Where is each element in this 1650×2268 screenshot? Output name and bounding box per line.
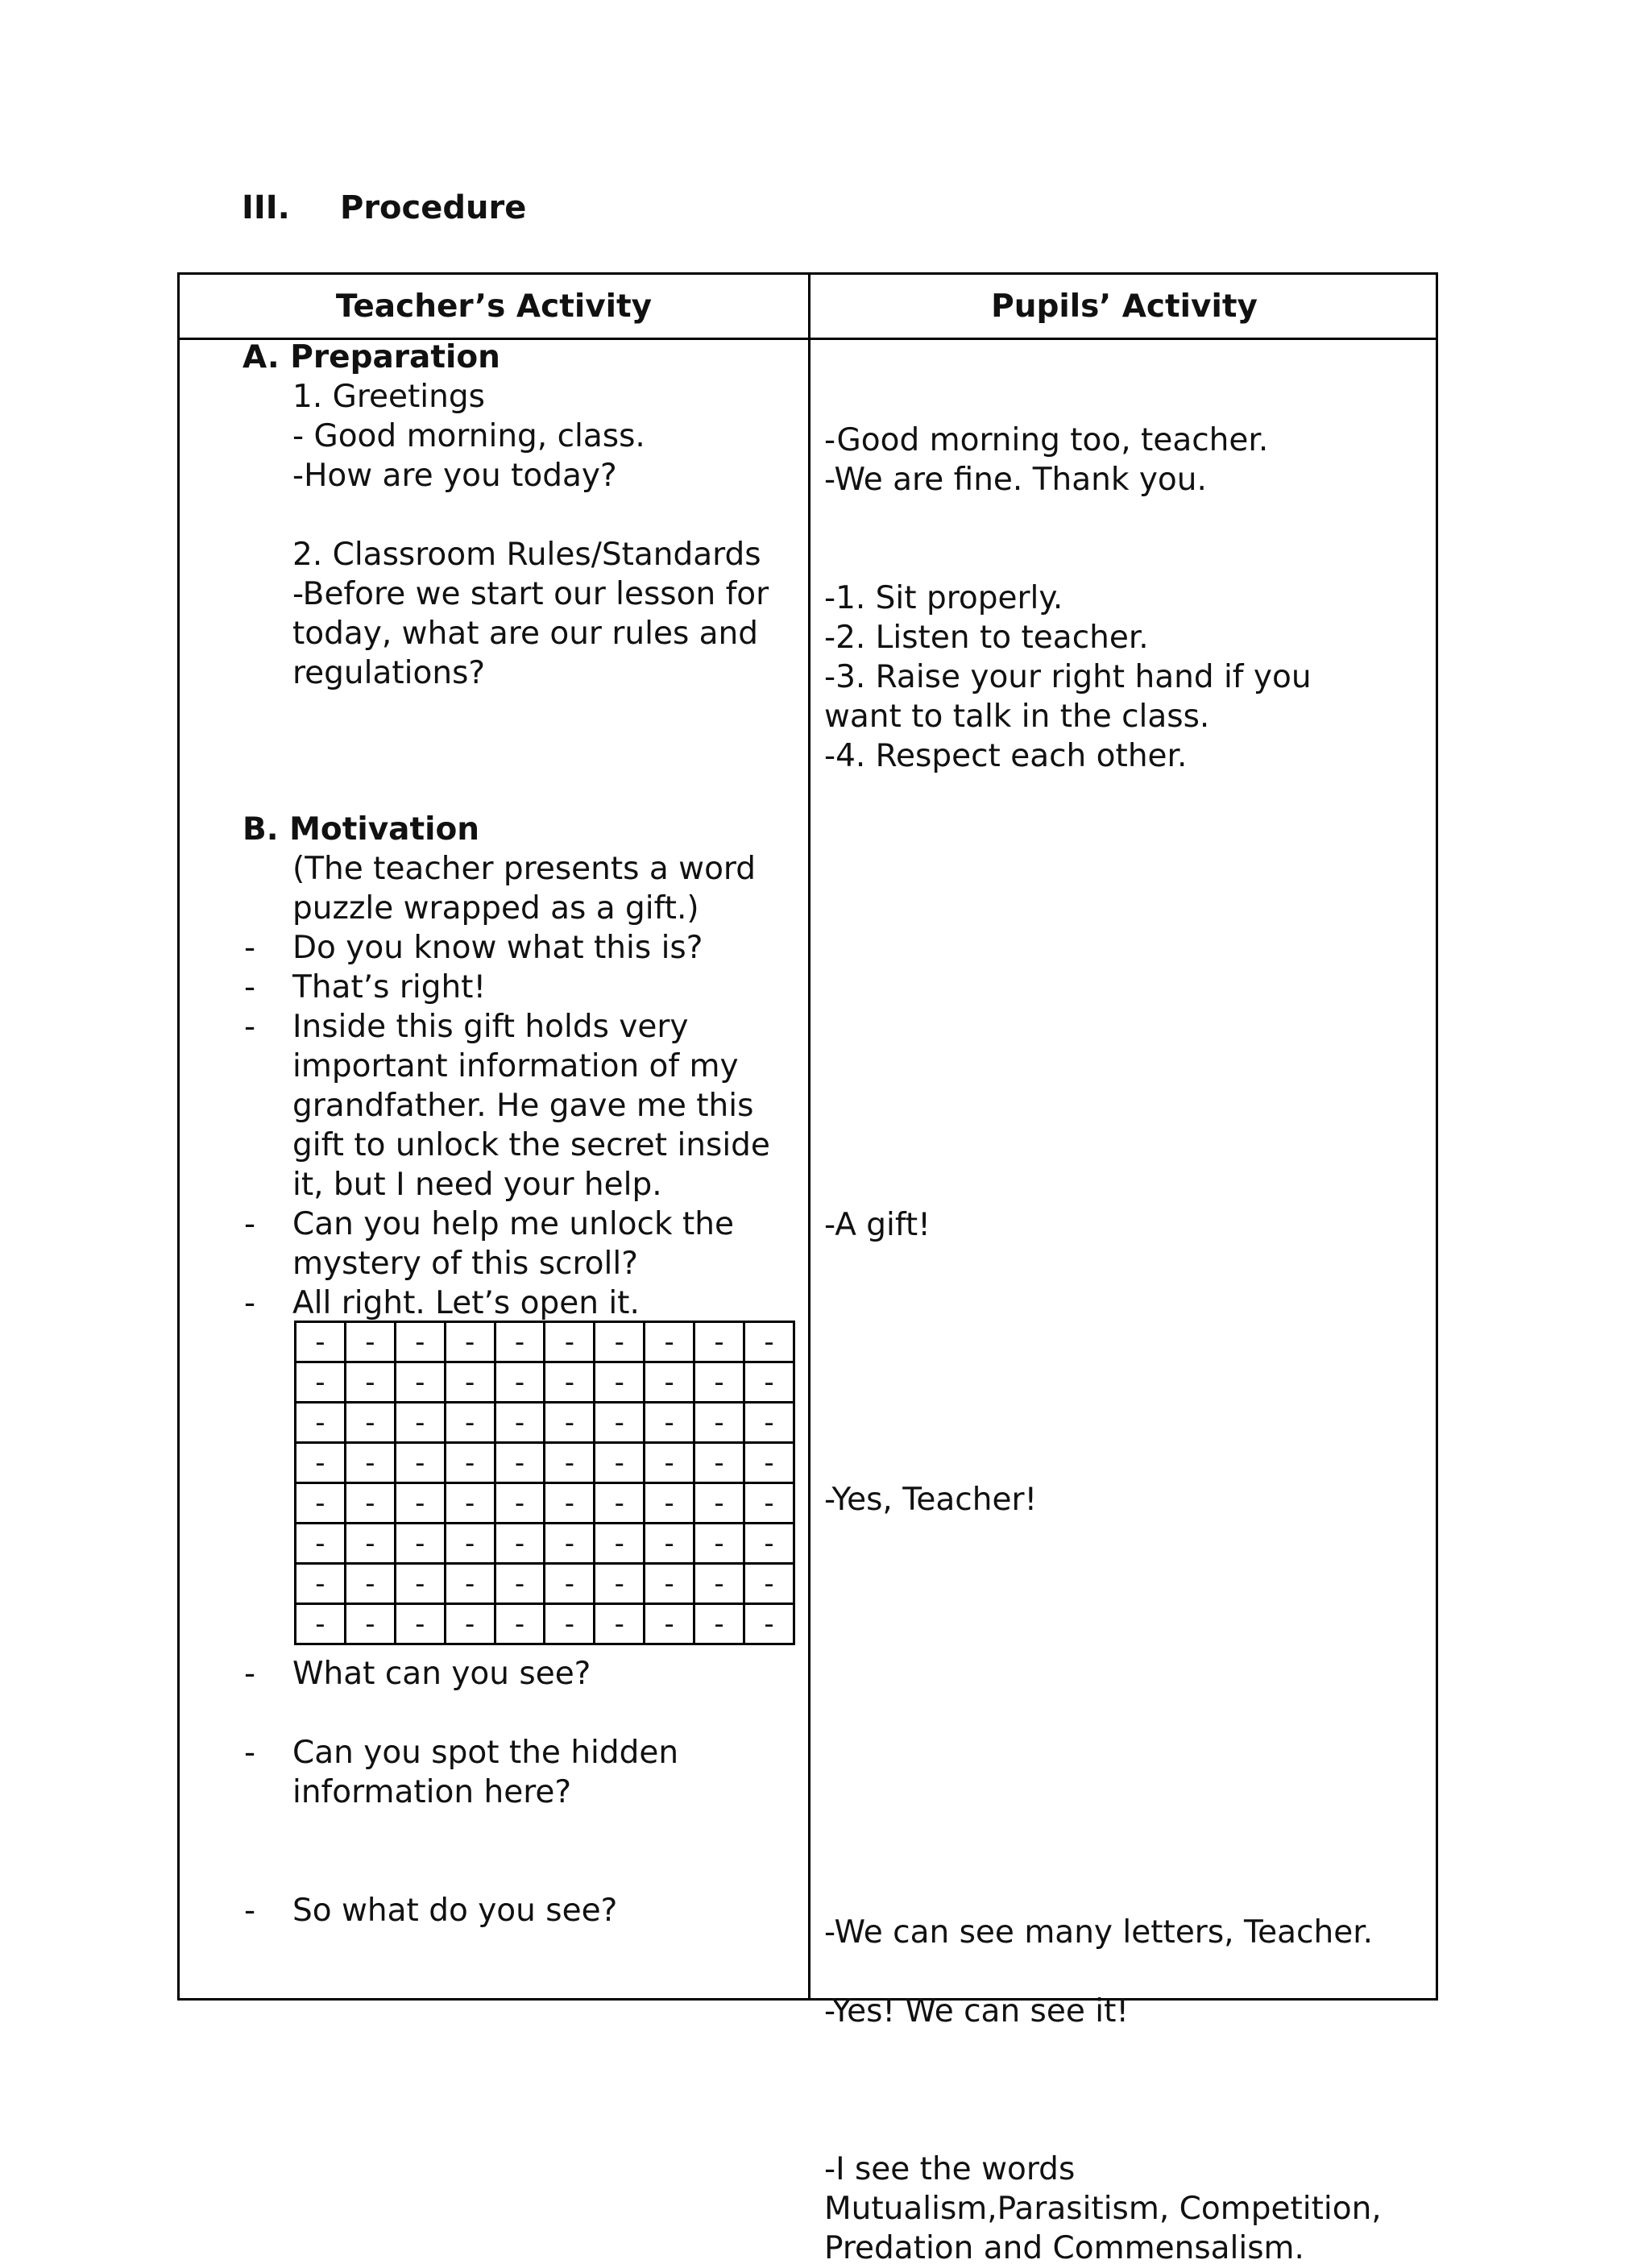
pupil-response: -I see the words — [824, 2151, 1076, 2187]
puzzle-grid-cell: - — [645, 1362, 694, 1403]
pupil-response: Predation and Commensalism. — [824, 2230, 1304, 2266]
bullet-dash: - — [244, 1735, 256, 1771]
teacher-question: All right. Let’s open it. — [292, 1285, 640, 1321]
puzzle-grid-cell: - — [495, 1483, 545, 1524]
bullet-dash: - — [244, 930, 256, 966]
teacher-question: Can you help me unlock the — [292, 1206, 734, 1242]
bullet-dash: - — [244, 1206, 256, 1242]
puzzle-grid-cell: - — [395, 1362, 445, 1403]
teacher-question: mystery of this scroll? — [292, 1246, 638, 1282]
puzzle-grid-row — [296, 1524, 794, 1564]
puzzle-grid-cell: - — [395, 1604, 445, 1644]
pupil-response: -Good morning too, teacher. — [824, 422, 1269, 458]
teacher-activity-header: Teacher’s Activity — [335, 288, 653, 325]
pupil-rule: -2. Listen to teacher. — [824, 620, 1149, 656]
motivation-heading: B. Motivation — [243, 811, 480, 848]
teacher-question: That’s right! — [292, 969, 487, 1005]
puzzle-grid-row — [296, 1443, 794, 1483]
pupil-rule: -3. Raise your right hand if you — [824, 659, 1312, 695]
puzzle-grid-cell: - — [645, 1604, 694, 1644]
puzzle-grid-row — [296, 1564, 794, 1604]
puzzle-grid-cell: - — [645, 1483, 694, 1524]
puzzle-grid-cell: - — [495, 1443, 545, 1483]
puzzle-grid-cell: - — [744, 1604, 794, 1644]
puzzle-grid-cell: - — [495, 1604, 545, 1644]
greeting-line: -How are you today? — [292, 458, 617, 494]
section-title: Procedure — [340, 189, 527, 226]
puzzle-grid-cell: - — [296, 1362, 346, 1403]
puzzle-grid-cell: - — [345, 1443, 395, 1483]
puzzle-grid-row — [296, 1483, 794, 1524]
procedure-table — [177, 272, 1438, 2266]
puzzle-grid-cell: - — [645, 1443, 694, 1483]
puzzle-grid-cell: - — [694, 1443, 744, 1483]
puzzle-grid-cell: - — [495, 1564, 545, 1604]
puzzle-grid-cell: - — [445, 1443, 495, 1483]
puzzle-grid-cell: - — [395, 1403, 445, 1443]
puzzle-grid-cell: - — [595, 1322, 645, 1362]
teacher-question: information here? — [292, 1774, 572, 1810]
rules-question: today, what are our rules and — [292, 616, 759, 652]
puzzle-grid-cell: - — [345, 1604, 395, 1644]
puzzle-grid-cell: - — [744, 1524, 794, 1564]
teacher-question: So what do you see? — [292, 1893, 618, 1929]
puzzle-grid-cell: - — [296, 1403, 346, 1443]
puzzle-grid-row — [296, 1403, 794, 1443]
puzzle-grid-cell: - — [296, 1443, 346, 1483]
puzzle-grid-cell: - — [694, 1403, 744, 1443]
puzzle-grid-cell: - — [645, 1564, 694, 1604]
puzzle-grid-cell: - — [296, 1604, 346, 1644]
pupils-activity-header: Pupils’ Activity — [991, 288, 1258, 325]
puzzle-grid-cell: - — [495, 1322, 545, 1362]
puzzle-grid-cell: - — [445, 1403, 495, 1443]
puzzle-grid-cell: - — [445, 1604, 495, 1644]
puzzle-grid-cell: - — [296, 1524, 346, 1564]
puzzle-grid-cell: - — [645, 1524, 694, 1564]
puzzle-grid-cell: - — [545, 1362, 595, 1403]
pupil-response: -We can see many letters, Teacher. — [824, 1914, 1374, 1951]
puzzle-grid-cell: - — [694, 1604, 744, 1644]
motivation-intro: (The teacher presents a word — [292, 851, 757, 887]
teacher-question: important information of my — [292, 1048, 739, 1084]
puzzle-grid-cell: - — [744, 1443, 794, 1483]
puzzle-grid-cell: - — [345, 1322, 395, 1362]
puzzle-grid-cell: - — [694, 1483, 744, 1524]
teacher-question: Inside this gift holds very — [292, 1009, 689, 1045]
puzzle-grid-cell: - — [694, 1322, 744, 1362]
greeting-line: - Good morning, class. — [292, 418, 645, 454]
puzzle-grid-cell: - — [545, 1322, 595, 1362]
pupil-rule: -1. Sit properly. — [824, 580, 1063, 616]
puzzle-grid-cell: - — [545, 1403, 595, 1443]
puzzle-grid-cell: - — [744, 1362, 794, 1403]
greetings-label: 1. Greetings — [292, 379, 485, 415]
pupil-response: -We are fine. Thank you. — [824, 462, 1207, 498]
teacher-question: it, but I need your help. — [292, 1167, 662, 1203]
pupil-rule: want to talk in the class. — [824, 699, 1210, 735]
pupil-response: -A gift! — [824, 1207, 931, 1243]
rules-question: regulations? — [292, 655, 486, 691]
puzzle-grid-cell: - — [495, 1524, 545, 1564]
puzzle-grid-cell: - — [445, 1524, 495, 1564]
pupil-response: -Yes! We can see it! — [824, 1993, 1130, 2030]
puzzle-grid-row — [296, 1604, 794, 1644]
puzzle-grid-cell: - — [595, 1362, 645, 1403]
pupil-rule: -4. Respect each other. — [824, 738, 1188, 774]
puzzle-grid-cell: - — [296, 1322, 346, 1362]
puzzle-grid-cell: - — [545, 1443, 595, 1483]
puzzle-grid-cell: - — [296, 1483, 346, 1524]
word-puzzle-grid — [294, 1321, 795, 1645]
motivation-intro: puzzle wrapped as a gift.) — [292, 890, 699, 927]
puzzle-grid-cell: - — [545, 1604, 595, 1644]
bullet-dash: - — [244, 1893, 256, 1929]
puzzle-grid-cell: - — [545, 1483, 595, 1524]
teacher-question: gift to unlock the secret inside — [292, 1127, 770, 1163]
bullet-dash: - — [244, 1009, 256, 1045]
puzzle-grid-cell: - — [744, 1564, 794, 1604]
puzzle-grid-cell: - — [744, 1322, 794, 1362]
puzzle-grid-cell: - — [345, 1524, 395, 1564]
puzzle-grid-cell: - — [595, 1403, 645, 1443]
puzzle-grid-cell: - — [445, 1483, 495, 1524]
puzzle-grid-cell: - — [595, 1564, 645, 1604]
preparation-heading: A. Preparation — [243, 339, 500, 375]
rules-question: -Before we start our lesson for — [292, 576, 769, 612]
teacher-question: Do you know what this is? — [292, 930, 703, 966]
puzzle-grid-cell: - — [395, 1524, 445, 1564]
puzzle-grid-cell: - — [345, 1564, 395, 1604]
puzzle-grid-cell: - — [694, 1564, 744, 1604]
puzzle-grid-cell: - — [595, 1483, 645, 1524]
puzzle-grid-cell: - — [345, 1483, 395, 1524]
puzzle-grid-cell: - — [495, 1403, 545, 1443]
puzzle-grid-cell: - — [545, 1564, 595, 1604]
pupil-response: -Yes, Teacher! — [824, 1482, 1038, 1518]
puzzle-grid-cell: - — [694, 1524, 744, 1564]
puzzle-grid-cell: - — [495, 1362, 545, 1403]
rules-label: 2. Classroom Rules/Standards — [292, 537, 761, 573]
puzzle-grid-cell: - — [395, 1322, 445, 1362]
puzzle-grid-cell: - — [296, 1564, 346, 1604]
bullet-dash: - — [244, 969, 256, 1005]
teacher-question: Can you spot the hidden — [292, 1735, 679, 1771]
puzzle-grid-row — [296, 1322, 794, 1362]
bullet-dash: - — [244, 1656, 256, 1692]
puzzle-grid-cell: - — [595, 1604, 645, 1644]
section-heading — [242, 189, 526, 226]
column-divider — [808, 275, 810, 1998]
puzzle-grid-cell: - — [694, 1362, 744, 1403]
puzzle-grid-cell: - — [445, 1362, 495, 1403]
puzzle-grid-cell: - — [645, 1322, 694, 1362]
puzzle-grid-cell: - — [345, 1362, 395, 1403]
bullet-dash: - — [244, 1285, 256, 1321]
puzzle-grid-cell: - — [744, 1403, 794, 1443]
puzzle-grid-cell: - — [445, 1564, 495, 1604]
puzzle-grid-cell: - — [395, 1564, 445, 1604]
puzzle-grid-cell: - — [445, 1322, 495, 1362]
teacher-question: What can you see? — [292, 1656, 591, 1692]
puzzle-grid-cell: - — [645, 1403, 694, 1443]
pupil-response: Mutualism,Parasitism, Competition, — [824, 2191, 1382, 2227]
puzzle-grid-cell: - — [345, 1403, 395, 1443]
puzzle-grid-cell: - — [595, 1443, 645, 1483]
puzzle-grid-cell: - — [595, 1524, 645, 1564]
puzzle-grid-cell: - — [395, 1483, 445, 1524]
puzzle-grid-row — [296, 1362, 794, 1403]
teacher-question: grandfather. He gave me this — [292, 1088, 754, 1124]
puzzle-grid-cell: - — [744, 1483, 794, 1524]
section-number: III. — [242, 189, 290, 226]
puzzle-grid-cell: - — [545, 1524, 595, 1564]
puzzle-grid-cell: - — [395, 1443, 445, 1483]
